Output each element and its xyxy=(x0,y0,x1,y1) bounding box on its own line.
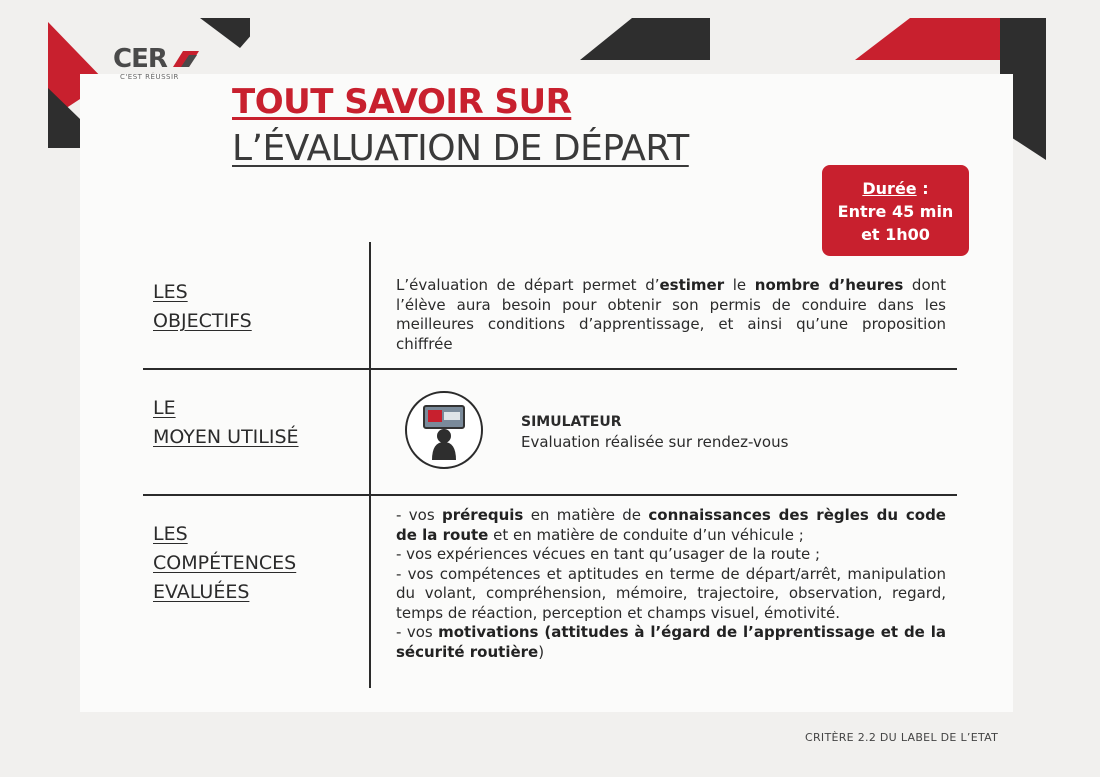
footer-criterion: CRITÈRE 2.2 DU LABEL DE L’ETAT xyxy=(805,731,999,744)
duration-range-line-2: et 1h00 xyxy=(861,225,930,244)
row-label-line: LES xyxy=(153,281,188,303)
emphasis-text: nombre d’heures xyxy=(754,276,904,294)
competences-text xyxy=(396,506,946,662)
row-label-line: LES xyxy=(153,523,188,545)
text-run: - vos xyxy=(396,623,439,641)
text-run: en matière de xyxy=(523,506,649,524)
row-label-line: OBJECTIFS xyxy=(153,310,252,332)
row-label-objectifs xyxy=(153,278,252,336)
row-label-line: LE xyxy=(153,397,176,419)
objectifs-text xyxy=(396,276,946,354)
row-label-moyen xyxy=(153,394,299,452)
row-label-line: EVALUÉES xyxy=(153,581,250,603)
text-run: le xyxy=(724,276,755,294)
title-line-2: L’ÉVALUATION DE DÉPART xyxy=(232,128,689,169)
text-run: L’évaluation de départ permet d’ xyxy=(396,276,660,294)
duration-badge xyxy=(822,165,969,256)
logo-wordmark: CER xyxy=(113,44,167,74)
emphasis-text: estimer xyxy=(659,276,725,294)
driving-simulator-icon xyxy=(404,390,484,470)
row-label-line: COMPÉTENCES xyxy=(153,552,297,574)
duration-range-line-1: Entre 45 min xyxy=(837,202,954,221)
text-run: - vos xyxy=(396,506,442,524)
emphasis-text: connaissances des règles du code de la route xyxy=(396,506,946,544)
text-run: et en matière de conduite d’un véhicule ; xyxy=(488,525,804,544)
row-label-competences xyxy=(153,520,296,607)
logo-flag-icon xyxy=(169,49,201,69)
duration-colon: : xyxy=(916,179,929,198)
simulator-title: SIMULATEUR xyxy=(521,414,622,430)
table-row-divider xyxy=(143,494,957,496)
logo-tagline: C'EST RÉUSSIR xyxy=(120,73,179,81)
text-run: ) xyxy=(538,642,545,661)
row-label-line: MOYEN UTILISÉ xyxy=(153,426,299,448)
title-line-1: TOUT SAVOIR SUR xyxy=(232,82,572,122)
table-row-divider xyxy=(143,368,957,370)
text-run: dont l’élève aura besoin pour obtenir son permis de conduire dans les meilleures conditions d’apprentissage, et ainsi qu’une proposition chiffrée xyxy=(396,276,947,353)
text-run: - vos expériences vécues en tant qu’usager de la route ; xyxy=(396,545,821,563)
emphasis-text: motivations (attitudes à l’égard de l’apprentissage et de la sécurité routière xyxy=(396,623,946,661)
simulator-description: Evaluation réalisée sur rendez-vous xyxy=(521,433,789,451)
cer-logo xyxy=(113,44,203,84)
table-column-divider xyxy=(369,242,371,688)
text-run: - vos compétences et aptitudes en terme de départ/arrêt, manipulation du volant, compréhension, mémoire, trajectoire, observation, regard, temps de réaction, perception et champs visuel, émotivité. xyxy=(396,564,946,622)
emphasis-text: prérequis xyxy=(441,506,524,524)
duration-label: Durée xyxy=(862,179,917,198)
